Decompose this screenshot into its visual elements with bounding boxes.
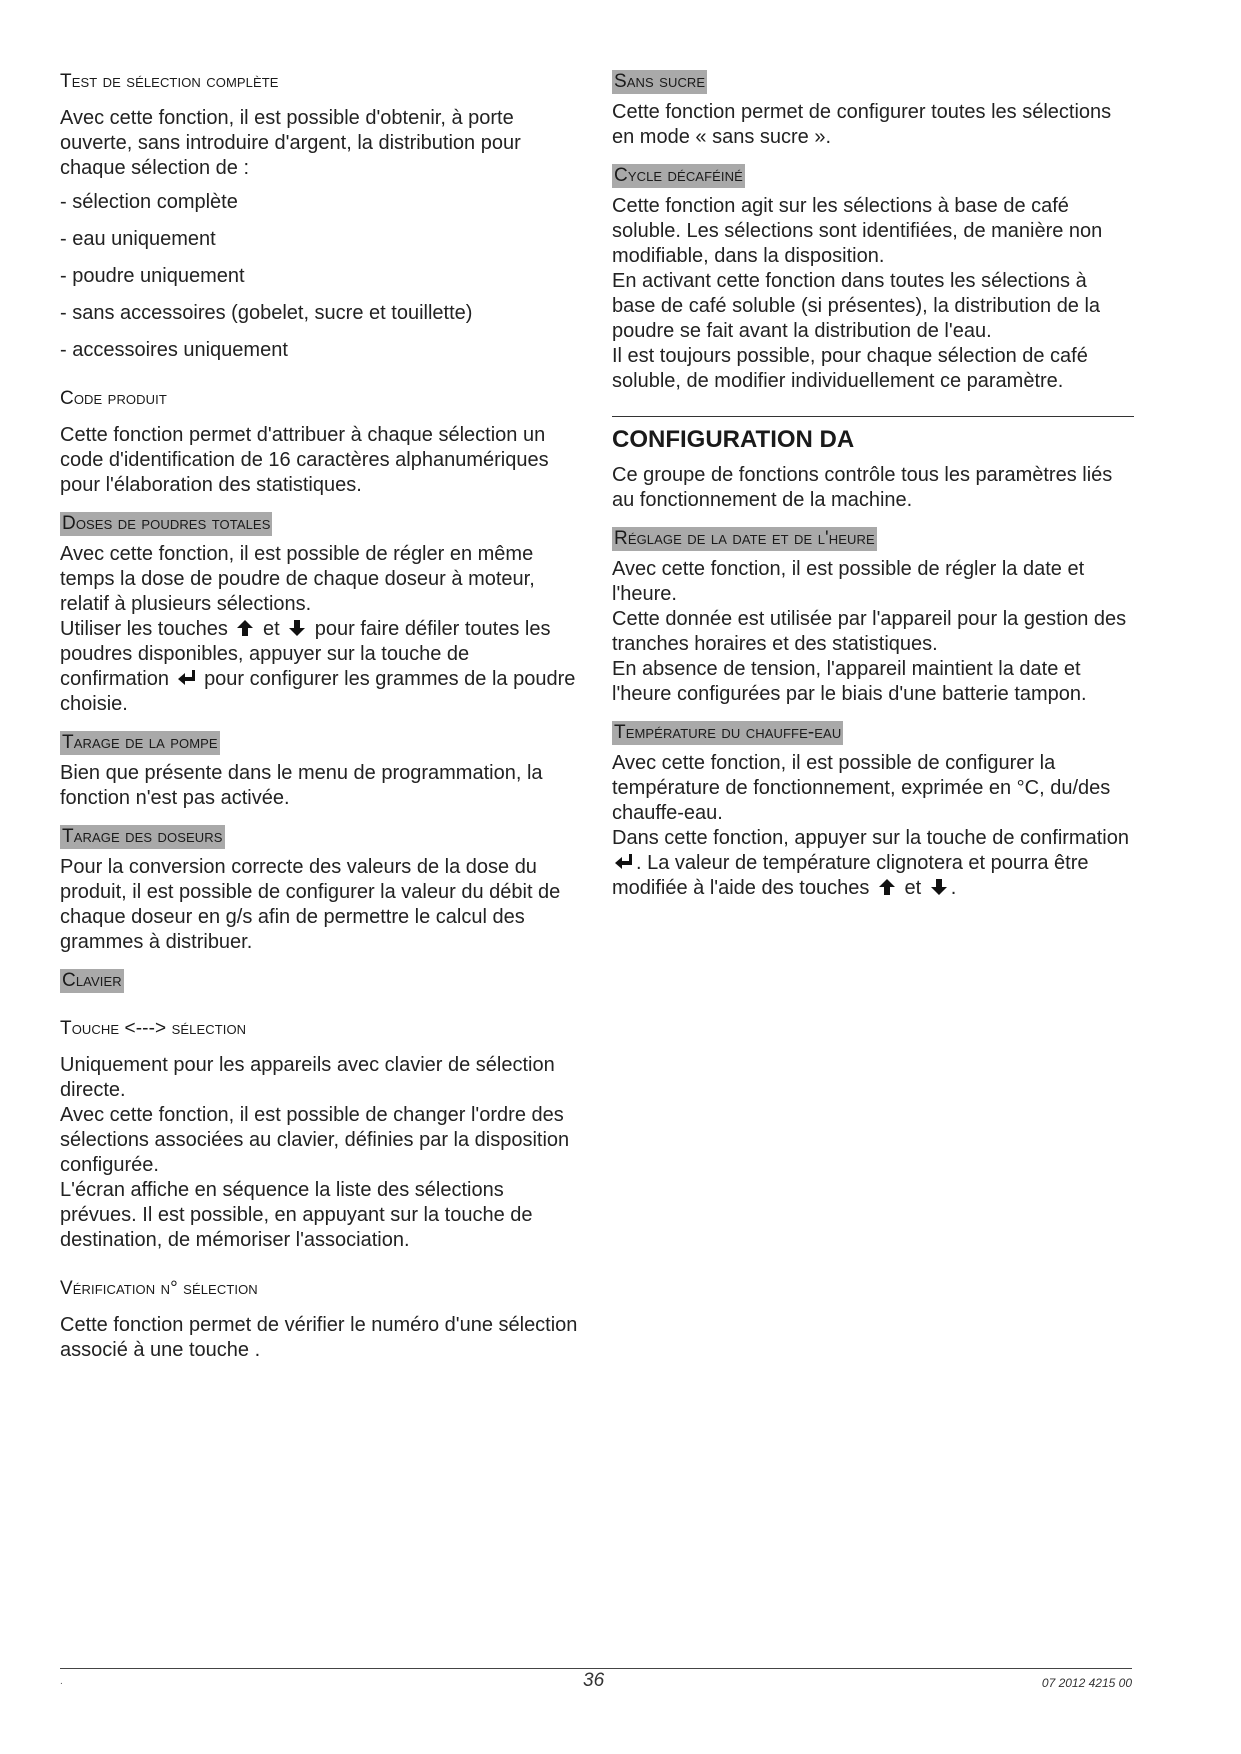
paragraph-date-2: Cette donnée est utilisée par l'appareil pour la gestion des tranches horaires et des statistiques. — [612, 608, 1127, 655]
section-divider — [612, 416, 1134, 417]
paragraph-date-1: Avec cette fonction, il est possible de régler la date et l'heure. — [612, 558, 1085, 605]
heading-code-produit: Code produit — [60, 388, 167, 409]
paragraph-touche-2: Avec cette fonction, il est possible de changer l'ordre des sélections associées au clavier, définies par la disposition configurée. — [60, 1104, 570, 1176]
paragraph-doses-2 — [60, 617, 580, 717]
paragraph-doses-1: Avec cette fonction, il est possible de régler en même temps la dose de poudre de chaque doseur à moteur, relatif à plusieurs sélections. — [60, 543, 535, 615]
heading-verification: Vérification n° sélection — [60, 1278, 258, 1299]
section-title-configuration: CONFIGURATION DA — [612, 426, 855, 453]
enter-key-icon — [614, 853, 634, 871]
paragraph-configuration: Ce groupe de fonctions contrôle tous les paramètres liés au fonctionnement de la machine. — [612, 464, 1113, 511]
paragraph-touche-3: L'écran affiche en séquence la liste des sélections prévues. Il est possible, en appuyant sur la touche de destination, de mémoriser l'association. — [60, 1179, 533, 1251]
heading-tarage-pompe: Tarage de la pompe — [62, 732, 218, 753]
right-column — [612, 60, 1134, 901]
paragraph-date-3: En absence de tension, l'appareil maintient la date et l'heure configurées par le biais d'une batterie tampon. — [612, 658, 1087, 705]
heading-clavier: Clavier — [62, 970, 122, 991]
text-fragment: . — [950, 877, 957, 899]
paragraph-decafeine-3: Il est toujours possible, pour chaque sélection de café soluble, de modifier individuellement ce paramètre. — [612, 345, 1088, 392]
paragraph-code-produit: Cette fonction permet d'attribuer à chaque sélection un code d'identification de 16 caractères alphanumériques pour l'élaboration des statistiques. — [60, 424, 549, 496]
text-fragment: et — [904, 877, 922, 899]
paragraph-decafeine-2: En activant cette fonction dans toutes les sélections à base de café soluble (si présentes), la distribution de la poudre se fait avant la distribution de l'eau. — [612, 270, 1101, 342]
paragraph-temperature-1: Avec cette fonction, il est possible de configurer la température de fonctionnement, exprimée en °C, du/des chauffe-eau. — [612, 752, 1111, 824]
heading-touche-selection: Touche <---> sélection — [60, 1018, 247, 1039]
arrow-down-icon — [287, 619, 307, 637]
footer-mark: . — [60, 1676, 63, 1687]
paragraph-sans-sucre: Cette fonction permet de configurer toutes les sélections en mode « sans sucre ». — [612, 101, 1112, 148]
list-item: - eau uniquement — [60, 228, 216, 250]
paragraph-temperature-2 — [612, 826, 1134, 901]
text-fragment: et — [262, 618, 280, 640]
text-fragment: Utiliser les touches — [60, 618, 228, 640]
paragraph-tarage-doseurs: Pour la conversion correcte des valeurs de la dose du produit, il est possible de configurer la valeur du débit de chaque doseur en g/s afin de permettre le calcul des grammes à distribuer. — [60, 856, 561, 953]
paragraph-verification: Cette fonction permet de vérifier le numéro d'une sélection associé à une touche . — [60, 1314, 578, 1361]
heading-doses-poudres: Doses de poudres totales — [62, 513, 271, 534]
page-number: 36 — [583, 1670, 605, 1691]
arrow-up-icon — [235, 619, 255, 637]
arrow-down-icon — [929, 878, 949, 896]
paragraph-touche-1: Uniquement pour les appareils avec clavier de sélection directe. — [60, 1054, 555, 1101]
text-fragment: pour configurer les grammes de la poudre choisie. — [60, 668, 576, 715]
footer-divider — [60, 1668, 1132, 1669]
heading-tarage-doseurs: Tarage des doseurs — [62, 826, 223, 847]
paragraph-decafeine-1: Cette fonction agit sur les sélections à base de café soluble. Les sélections sont identifiées, de manière non modifiable, dans la disposition. — [612, 195, 1103, 267]
text-fragment: pour faire défiler toutes les poudres disponibles, appuyer sur la touche de confirmation — [60, 618, 551, 690]
paragraph-tarage-pompe: Bien que présente dans le menu de programmation, la fonction n'est pas activée. — [60, 762, 543, 809]
enter-key-icon — [177, 669, 197, 687]
left-column — [60, 60, 580, 1363]
document-code: 07 2012 4215 00 — [1041, 1676, 1132, 1690]
paragraph-test-selection: Avec cette fonction, il est possible d'obtenir, à porte ouverte, sans introduire d'argent, la distribution pour chaque sélection de : — [60, 107, 521, 179]
list-item: - accessoires uniquement — [60, 339, 288, 361]
list-item: - poudre uniquement — [60, 265, 245, 287]
heading-date-heure: Réglage de la date et de l'heure — [614, 528, 875, 549]
list-item: - sans accessoires (gobelet, sucre et touillette) — [60, 302, 473, 324]
text-fragment: . La valeur de température clignotera et pourra être modifiée à l'aide des touches — [612, 852, 1089, 899]
heading-test-selection: Test de sélection complète — [60, 71, 279, 92]
arrow-up-icon — [877, 878, 897, 896]
heading-temperature: Température du chauffe-eau — [614, 722, 842, 743]
heading-sans-sucre: Sans sucre — [614, 71, 706, 92]
text-fragment: Dans cette fonction, appuyer sur la touche de confirmation — [612, 827, 1129, 849]
list-item: - sélection complète — [60, 191, 238, 213]
heading-cycle-decafeine: Cycle décaféiné — [614, 165, 743, 186]
